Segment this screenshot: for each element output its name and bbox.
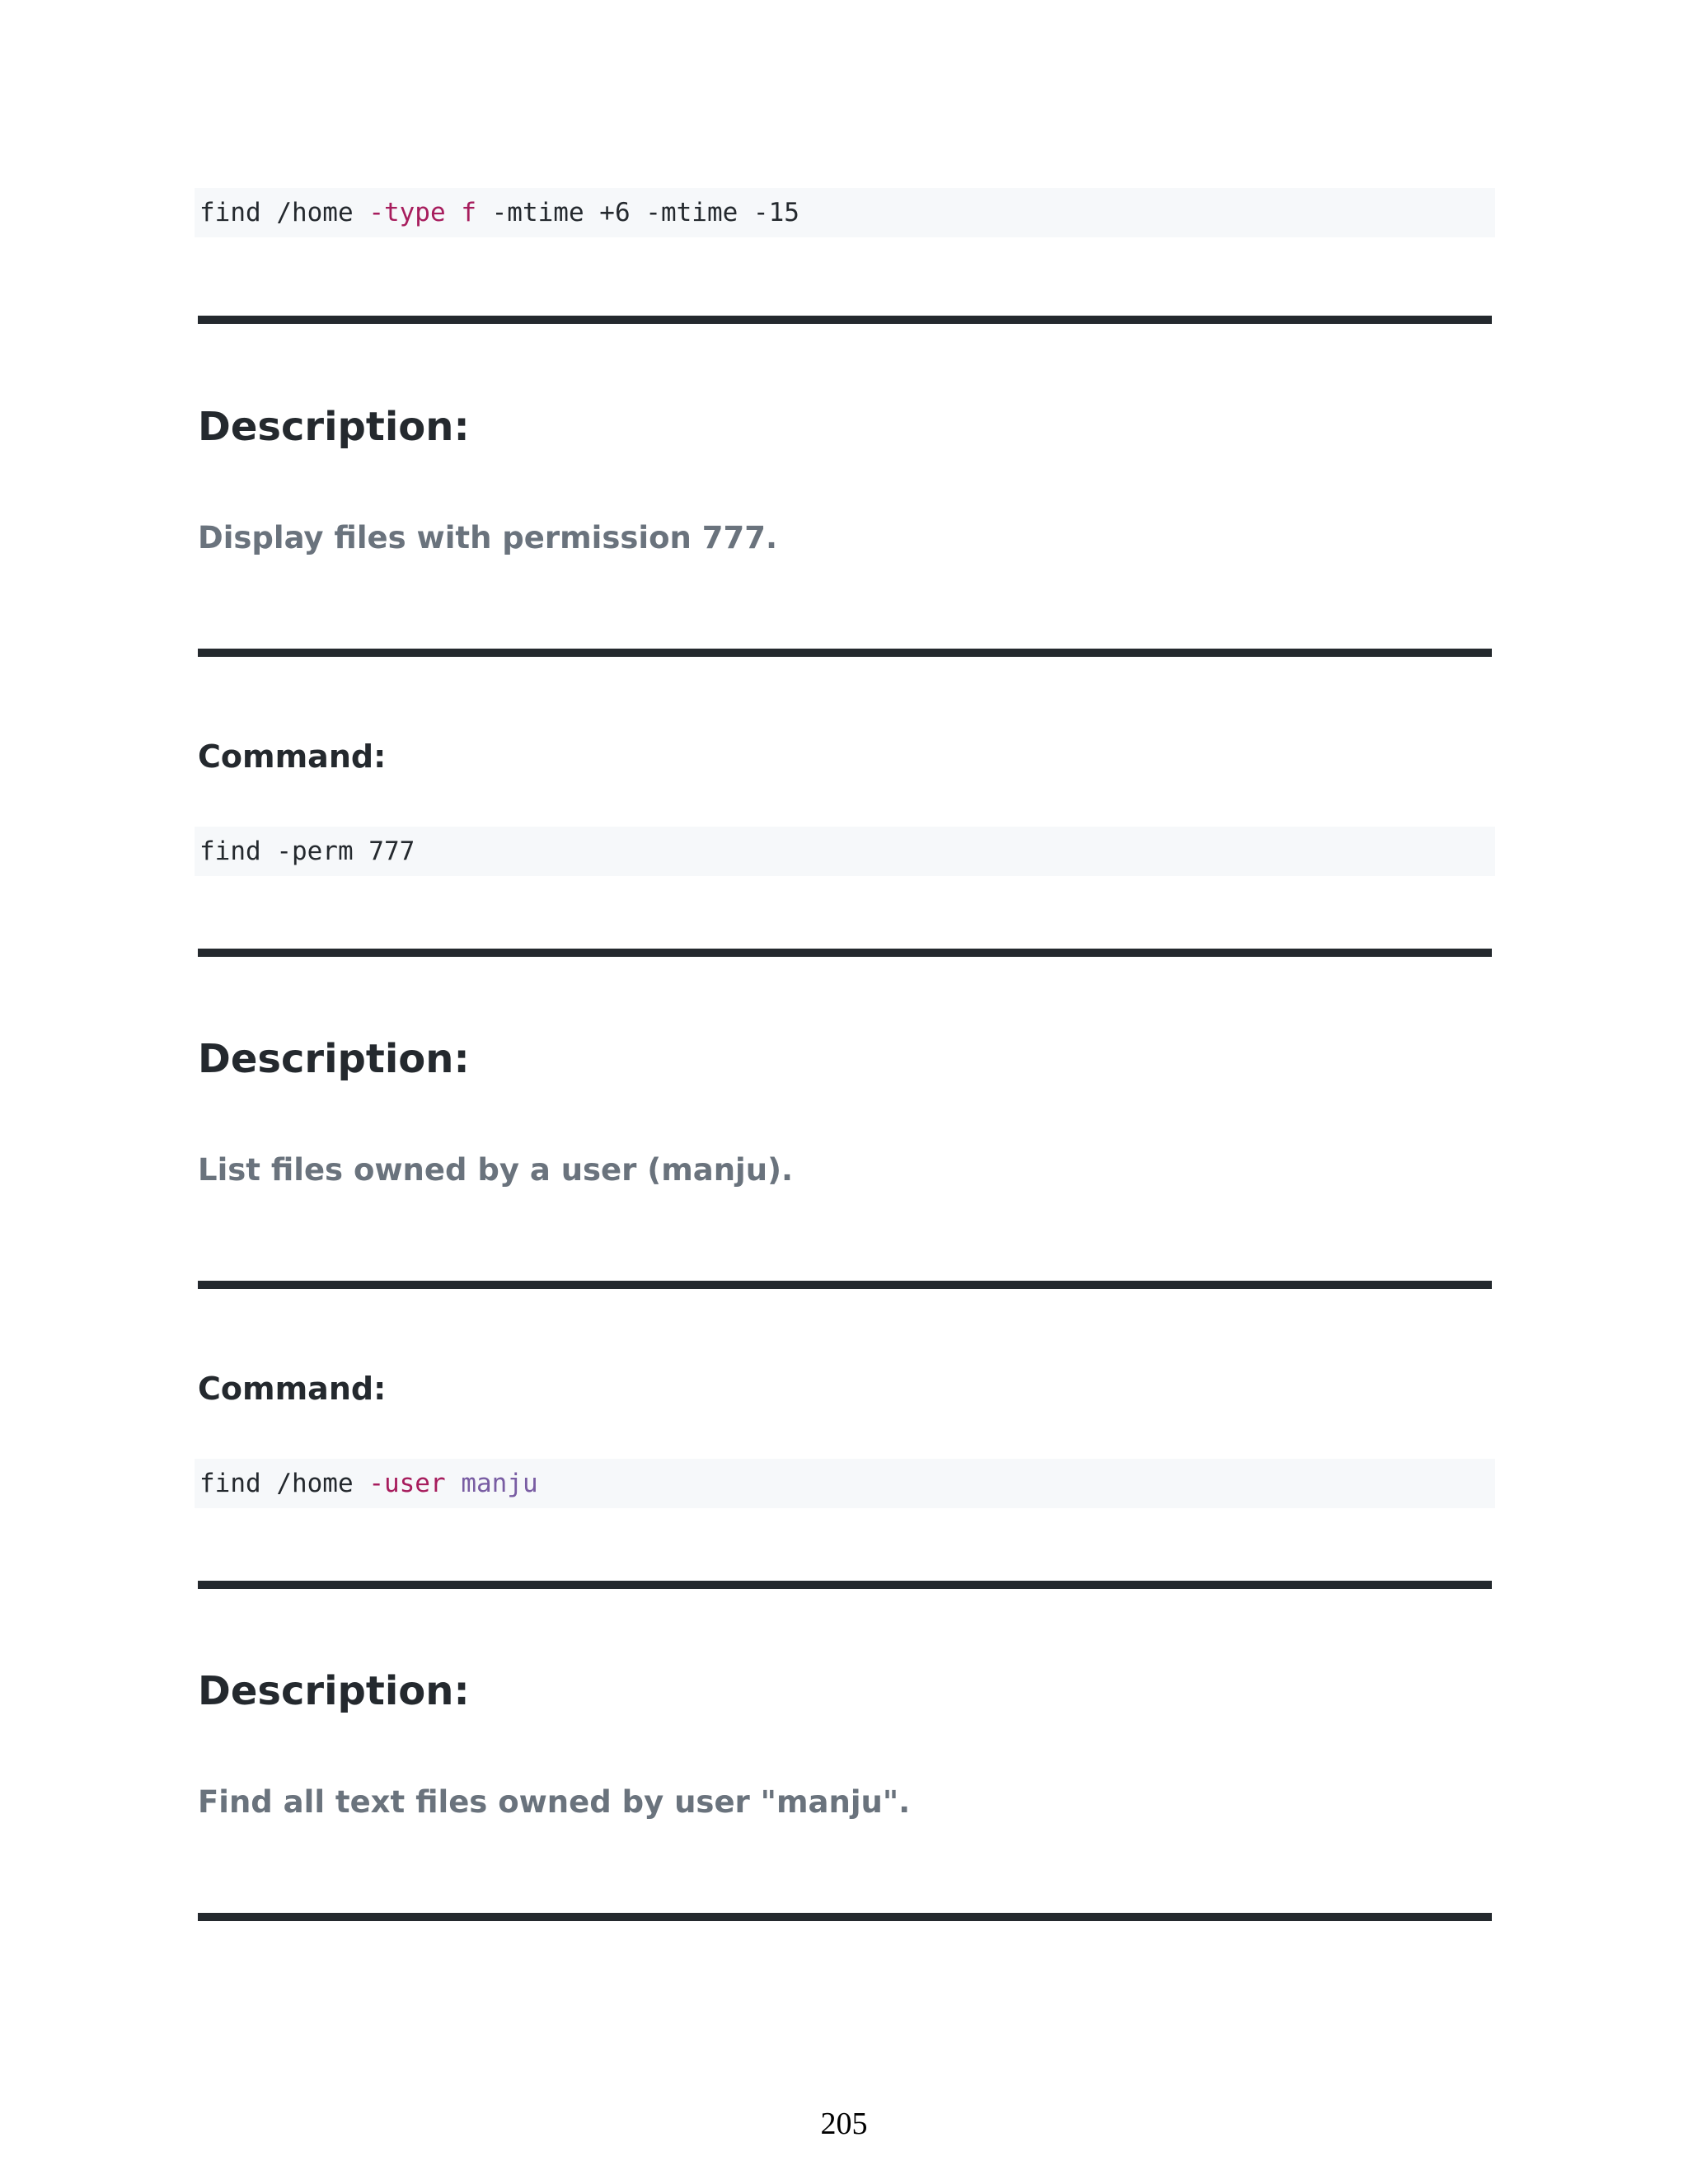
horizontal-rule: [198, 1581, 1492, 1589]
code-block-user: [195, 1459, 1495, 1508]
page-number: 205: [820, 2107, 868, 2141]
code-block-mtime: [195, 188, 1495, 237]
description-heading: Description:: [198, 1668, 470, 1714]
description-heading: Description:: [198, 1036, 470, 1082]
description-text: Display files with permission 777.: [198, 520, 778, 555]
code-token: find -perm 777: [199, 837, 415, 866]
code-block-perm: [195, 827, 1495, 876]
code-token-space: [446, 1469, 462, 1498]
code-token-space: [446, 198, 462, 227]
code-token-value: manju: [461, 1469, 538, 1498]
code-token-flag: -: [368, 1469, 384, 1498]
description-text: Find all text files owned by user "manju".: [198, 1784, 911, 1820]
horizontal-rule: [198, 949, 1492, 957]
description-heading: Description:: [198, 404, 470, 450]
horizontal-rule: [198, 316, 1492, 324]
code-token-arg: f: [461, 198, 476, 227]
horizontal-rule: [198, 1281, 1492, 1289]
command-heading: Command:: [198, 738, 387, 775]
code-token-keyword: type: [383, 198, 446, 227]
code-token-keyword: user: [383, 1469, 446, 1498]
code-token: find /home: [199, 198, 369, 227]
horizontal-rule: [198, 649, 1492, 657]
code-token-flag: -: [368, 198, 384, 227]
code-token: find /home: [199, 1469, 369, 1498]
code-token-rest: -mtime +6 -mtime -15: [476, 198, 799, 227]
description-text: List files owned by a user (manju).: [198, 1152, 794, 1188]
horizontal-rule: [198, 1913, 1492, 1921]
command-heading: Command:: [198, 1371, 387, 1407]
